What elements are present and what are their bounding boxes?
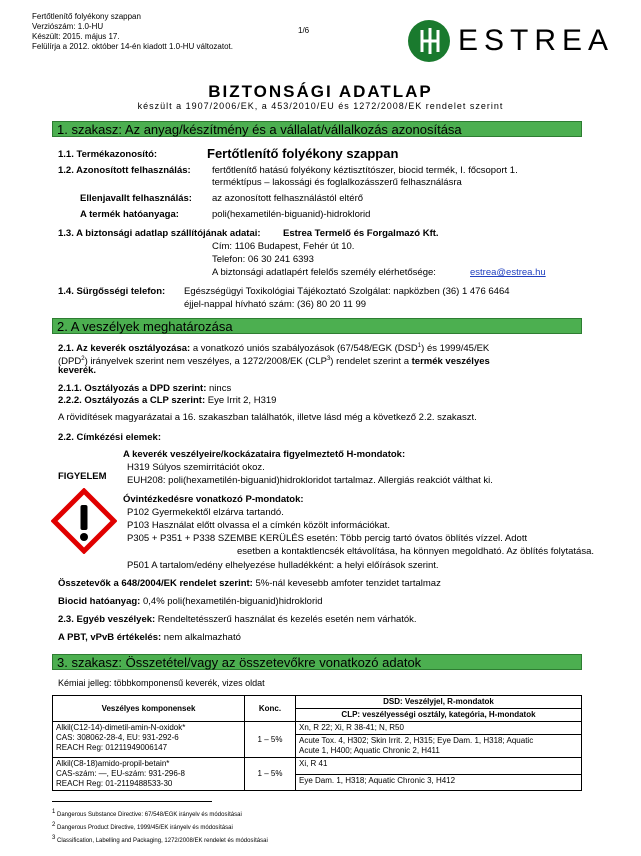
biocide-label: Biocid hatóanyag: bbox=[58, 596, 141, 607]
supplier-label: 1.3. A biztonsági adatlap szállítójának adatai: bbox=[58, 228, 261, 239]
classification-text-5: ) rendelet szerint a bbox=[330, 356, 412, 368]
components-table bbox=[52, 695, 582, 791]
component-2-conc: 1 – 5% bbox=[245, 758, 296, 791]
supplier-phone: Telefon: 06 30 241 6393 bbox=[212, 254, 314, 265]
supplier-email-link[interactable]: estrea@estrea.hu bbox=[470, 267, 546, 278]
product-id-label: 1.1. Termékazonosító: bbox=[58, 149, 158, 160]
emergency-label: 1.4. Sürgősségi telefon: bbox=[58, 286, 166, 297]
estrea-logo bbox=[408, 20, 615, 64]
component-2-clp: Eye Dam. 1, H318; Aquatic Chronic 3, H412 bbox=[296, 774, 582, 791]
footnote-2-text: Dangerous Product Directive, 1999/45/EK irányelv és módosításai bbox=[57, 825, 233, 831]
chemical-nature: Kémiai jelleg: többkomponensű keverék, vizes oldat bbox=[58, 678, 265, 688]
footnote-3-text: Classification, Labelling and Packaging, 1272/2008/EK rendelet és módosításai bbox=[57, 838, 268, 844]
classification-label: 2.1. Az keverék osztályozása: bbox=[58, 343, 191, 355]
col-conc-header: Konc. bbox=[245, 696, 296, 722]
h319-statement: H319 Súlyos szemirritációt okoz. bbox=[127, 462, 265, 473]
col-clp-header: CLP: veszélyességi osztály, kategória, H-mondatok bbox=[296, 709, 582, 722]
document-header bbox=[32, 12, 233, 52]
clp-value: Eye Irrit 2, H319 bbox=[205, 395, 277, 406]
clp-classification bbox=[58, 395, 276, 407]
footnote-3: $^3$ Classification, Labelling and Packaging, 1272/2008/EK rendelet és módosításai bbox=[52, 835, 268, 844]
table-row bbox=[53, 722, 582, 735]
page-number: 1/6 bbox=[298, 26, 310, 35]
active-label: A termék hatóanyaga: bbox=[80, 209, 179, 220]
component-1-reach: REACH Reg: 01211949006147 bbox=[56, 743, 168, 752]
ingredients-label: Összetevők a 648/2004/EK rendelet szerint: bbox=[58, 578, 253, 589]
use-value-1: fertőtlenítő hatású folyékony kéztisztítószer, biocid termék, I. főcsoport 1. bbox=[212, 165, 518, 176]
pbt-line bbox=[58, 632, 241, 644]
p501-statement: P501 A tartalom/edény elhelyezése hulladékként: a helyi előírások szerint. bbox=[127, 560, 439, 571]
clp-label: 2.2.2. Osztályozás a CLP szerint: bbox=[58, 395, 206, 406]
emergency-line-1: Egészségügyi Toxikológiai Tájékoztató Szolgálat: napközben (36) 1 476 6464 bbox=[184, 286, 510, 297]
component-2-cas: CAS-szám: —, EU-szám: 931-296-8 bbox=[56, 769, 185, 778]
footnote-1: $^1$ Dangerous Substance Directive: 67/548/EGK irányelv és módosításai bbox=[52, 809, 242, 818]
ingredients-value: 5%-nál kevesebb amfoter tenzidet tartalmaz bbox=[252, 578, 441, 589]
classification-text-6: termék veszélyes bbox=[411, 356, 490, 368]
active-value: poli(hexametilén-biguanid)-hidroklorid bbox=[212, 209, 371, 220]
ghs07-exclamation-pictogram-icon bbox=[51, 488, 117, 554]
label-elements-title: 2.2. Címkézési elemek: bbox=[58, 432, 161, 443]
classification-text-2: ) és 1999/45/EK bbox=[421, 343, 490, 355]
header-supersedes: Felülírja a 2012. október 14-én kiadott 1.0-HU változatot. bbox=[32, 42, 233, 51]
component-1-dsd: Xn, R 22; Xi, R 38-41; N, R50 bbox=[296, 722, 582, 735]
classification-text-3: (DPD bbox=[58, 356, 82, 368]
classification-line-1: 2.1. Az keverék osztályozása: a vonatkozó uniós szabályozások (67/548/EGK (DSD$^1$) és 1999/45/EK bbox=[58, 343, 490, 355]
p103-statement: P103 Használat előtt olvassa el a címkén közölt információkat. bbox=[127, 520, 390, 531]
dpd-label: 2.1.1. Osztályozás a DPD szerint: bbox=[58, 383, 207, 394]
header-date: Készült: 2015. május 17. bbox=[32, 32, 120, 41]
p102-statement: P102 Gyermekektől elzárva tartandó. bbox=[127, 507, 284, 518]
component-2-dsd: Xi, R 41 bbox=[296, 758, 582, 775]
other-hazards-label: 2.3. Egyéb veszélyek: bbox=[58, 614, 156, 625]
ingredients-line bbox=[58, 578, 441, 590]
document-title: BIZTONSÁGI ADATLAP bbox=[208, 82, 433, 101]
header-product: Fertőtlenítő folyékony szappan bbox=[32, 12, 141, 21]
classification-text-4: ) irányelvek szerint nem veszélyes, a 1272/2008/EK (CLP bbox=[84, 356, 327, 368]
biocide-value: 0,4% poli(hexametilén-biguanid)hidroklorid bbox=[140, 596, 323, 607]
supplier-name: Estrea Termelő és Forgalmazó Kft. bbox=[283, 228, 439, 239]
component-1-cell bbox=[53, 722, 245, 758]
footnote-2: $^2$ Dangerous Product Directive, 1999/45/EK irányelv és módosításai bbox=[52, 822, 233, 831]
classification-line-2: (DPD$^2$) irányelvek szerint nem veszélyes, a 1272/2008/EK (CLP$^3$) rendelet szerint a termék veszélyes bbox=[58, 356, 490, 368]
col-components-header: Veszélyes komponensek bbox=[53, 696, 245, 722]
euh208-statement: EUH208: poli(hexametilén-biguanid)hidrokloridot tartalmaz. Allergiás reakciót válthat ki. bbox=[127, 475, 493, 486]
h-statements-title: A keverék veszélyeire/kockázataira figyelmeztető H-mondatok: bbox=[123, 449, 406, 460]
component-1-name: Alkil(C12-14)-dimetil-amin-N-oxidok* bbox=[56, 723, 186, 732]
section-2-heading: 2. A veszélyek meghatározása bbox=[52, 318, 582, 334]
contra-label: Ellenjavallt felhasználás: bbox=[80, 193, 192, 204]
classification-text-1: a vonatkozó uniós szabályozások (67/548/EGK (DSD bbox=[190, 343, 418, 355]
footnote-1-text: Dangerous Substance Directive: 67/548/EGK irányelv és módosításai bbox=[57, 812, 242, 818]
component-2-reach: REACH Reg: 01-2119488533-30 bbox=[56, 779, 173, 788]
p-statements-title: Óvintézkedésre vonatkozó P-mondatok: bbox=[123, 494, 304, 505]
pbt-label: A PBT, vPvB értékelés: bbox=[58, 632, 162, 643]
component-1-cas: CAS: 308062-28-4, EU: 931-292-6 bbox=[56, 733, 179, 742]
supplier-address: Cím: 1106 Budapest, Fehér út 10. bbox=[212, 241, 355, 252]
abbreviation-note: A rövidítések magyarázatai a 16. szakaszban találhatók, illetve lásd még a következő 2.2. szakaszt. bbox=[58, 412, 477, 423]
logo-emblem-icon bbox=[408, 20, 450, 62]
product-id-value: Fertőtlenítő folyékony szappan bbox=[207, 146, 399, 161]
classification-line-3: keverék. bbox=[58, 365, 97, 376]
use-value-2: terméktípus – lakossági és foglalkozásszerű felhasználásra bbox=[212, 177, 462, 188]
component-2-name: Alkil(C8-18)amido-propil-betain* bbox=[56, 759, 170, 768]
section-1-heading: 1. szakasz: Az anyag/készítmény és a vállalat/vállalkozás azonosítása bbox=[52, 121, 582, 137]
signal-word: FIGYELEM bbox=[58, 471, 107, 482]
component-1-clp bbox=[296, 735, 582, 758]
emergency-line-2: éjjel-nappal hívható szám: (36) 80 20 11 99 bbox=[184, 299, 367, 310]
document-subtitle: készült a 1907/2006/EK, a 453/2010/EU és 1272/2008/EK rendelet szerint bbox=[137, 101, 504, 111]
dpd-classification bbox=[58, 383, 231, 395]
footnote-divider bbox=[52, 801, 212, 802]
component-2-cell bbox=[53, 758, 245, 791]
section-3-heading: 3. szakasz: Összetétel/vagy az összetevőkre vonatkozó adatok bbox=[52, 654, 582, 670]
p305-statement-2: esetben a kontaktlencsék eltávolítása, ha könnyen megoldható. Az öblítés folytatása. bbox=[237, 546, 595, 557]
use-label: 1.2. Azonosított felhasználás: bbox=[58, 165, 191, 176]
component-1-clp-line-1: Acute Tox. 4, H302; Skin Irrit. 2, H315; Eye Dam. 1, H318; Aquatic bbox=[299, 736, 534, 745]
other-hazards-line bbox=[58, 614, 417, 626]
component-1-clp-line-2: Acute 1, H400; Aquatic Chronic 2, H411 bbox=[299, 746, 440, 755]
other-hazards-value: Rendeltetésszerű használat és kezelés esetén nem várhatók. bbox=[155, 614, 417, 625]
supplier-email-label: A biztonsági adatlapért felelős személy elérhetősége: bbox=[212, 267, 436, 278]
pbt-value: nem alkalmazható bbox=[161, 632, 241, 643]
contra-value: az azonosított felhasználástól eltérő bbox=[212, 193, 364, 204]
biocide-line bbox=[58, 596, 323, 608]
dpd-value: nincs bbox=[206, 383, 232, 394]
col-dsd-header: DSD: Veszélyjel, R-mondatok bbox=[296, 696, 582, 709]
p305-statement-1: P305 + P351 + P338 SZEMBE KERÜLÉS esetén: Több percig tartó óvatos öblítés vízzel. Adott bbox=[127, 533, 528, 544]
component-1-conc: 1 – 5% bbox=[245, 722, 296, 758]
logo-text: ESTREA bbox=[458, 24, 615, 57]
header-version: Verziószám: 1.0-HU bbox=[32, 22, 104, 31]
table-row bbox=[53, 758, 582, 775]
